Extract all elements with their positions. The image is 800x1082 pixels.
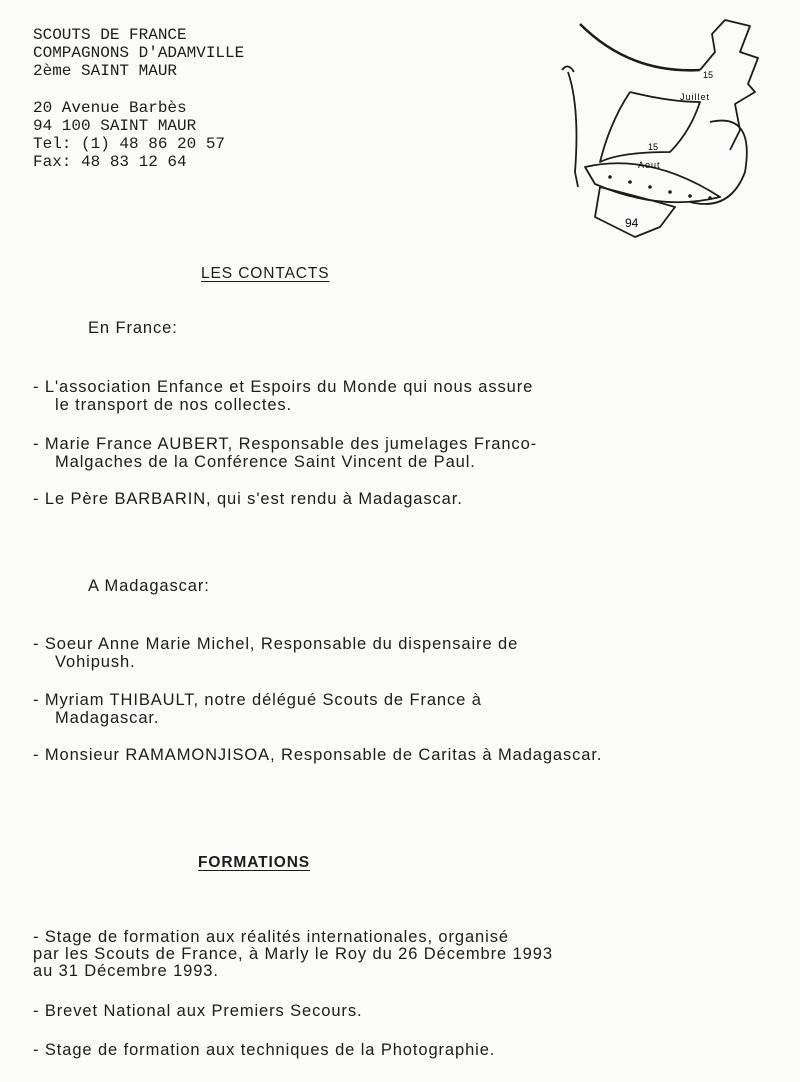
address-line: 94 100 SAINT MAUR (33, 117, 197, 135)
list-item: - Le Père BARBARIN, qui s'est rendu à Madagascar. (33, 490, 463, 508)
list-item: - Soeur Anne Marie Michel, Responsable du dispensaire de Vohipush. (33, 635, 519, 671)
formations-heading: FORMATIONS (198, 854, 311, 871)
map-logo (540, 12, 780, 252)
map-outline-right (700, 20, 758, 150)
letterhead-organization (33, 26, 244, 80)
letterhead-address (33, 99, 225, 171)
map-label-top-num: 15 (703, 70, 714, 80)
org-line: COMPAGNONS D'ADAMVILLE (33, 44, 245, 62)
address-line: Fax: 48 83 12 64 (33, 153, 187, 171)
list-item: - Monsieur RAMAMONJISOA, Responsable de Caritas à Madagascar. (33, 746, 603, 764)
map-label-mid-word: Aout (638, 160, 661, 170)
org-line: SCOUTS DE FRANCE (33, 26, 187, 44)
list-item: - Stage de formation aux réalités internationales, organisé par les Scouts de France, à Marly le Roy du 26 Décembre 1993 au 31 Décembre 1993. (33, 928, 553, 980)
org-line: 2ème SAINT MAUR (33, 62, 178, 80)
map-arc-top (580, 24, 700, 70)
madagascar-label: A Madagascar: (88, 577, 210, 595)
list-item: - L'association Enfance et Espoirs du Monde qui nous assure le transport de nos collectes. (33, 378, 534, 414)
address-line: 20 Avenue Barbès (33, 99, 187, 117)
list-item: - Myriam THIBAULT, notre délégué Scouts de France à Madagascar. (33, 691, 482, 727)
map-river-left (568, 72, 578, 187)
map-label-dept: 94 (625, 216, 639, 230)
address-line: Tel: (1) 48 86 20 57 (33, 135, 226, 153)
map-label-mid-num: 15 (648, 142, 659, 152)
contacts-heading: LES CONTACTS (201, 265, 330, 282)
france-label: En France: (88, 319, 178, 337)
list-item: - Brevet National aux Premiers Secours. (33, 1002, 363, 1020)
list-item: - Stage de formation aux techniques de la Photographie. (33, 1041, 496, 1059)
map-label-top-word: Juillet (680, 92, 711, 102)
map-river-head (562, 66, 574, 72)
list-item: - Marie France AUBERT, Responsable des jumelages Franco- Malgaches de la Conférence Saint Vincent de Paul. (33, 435, 538, 471)
